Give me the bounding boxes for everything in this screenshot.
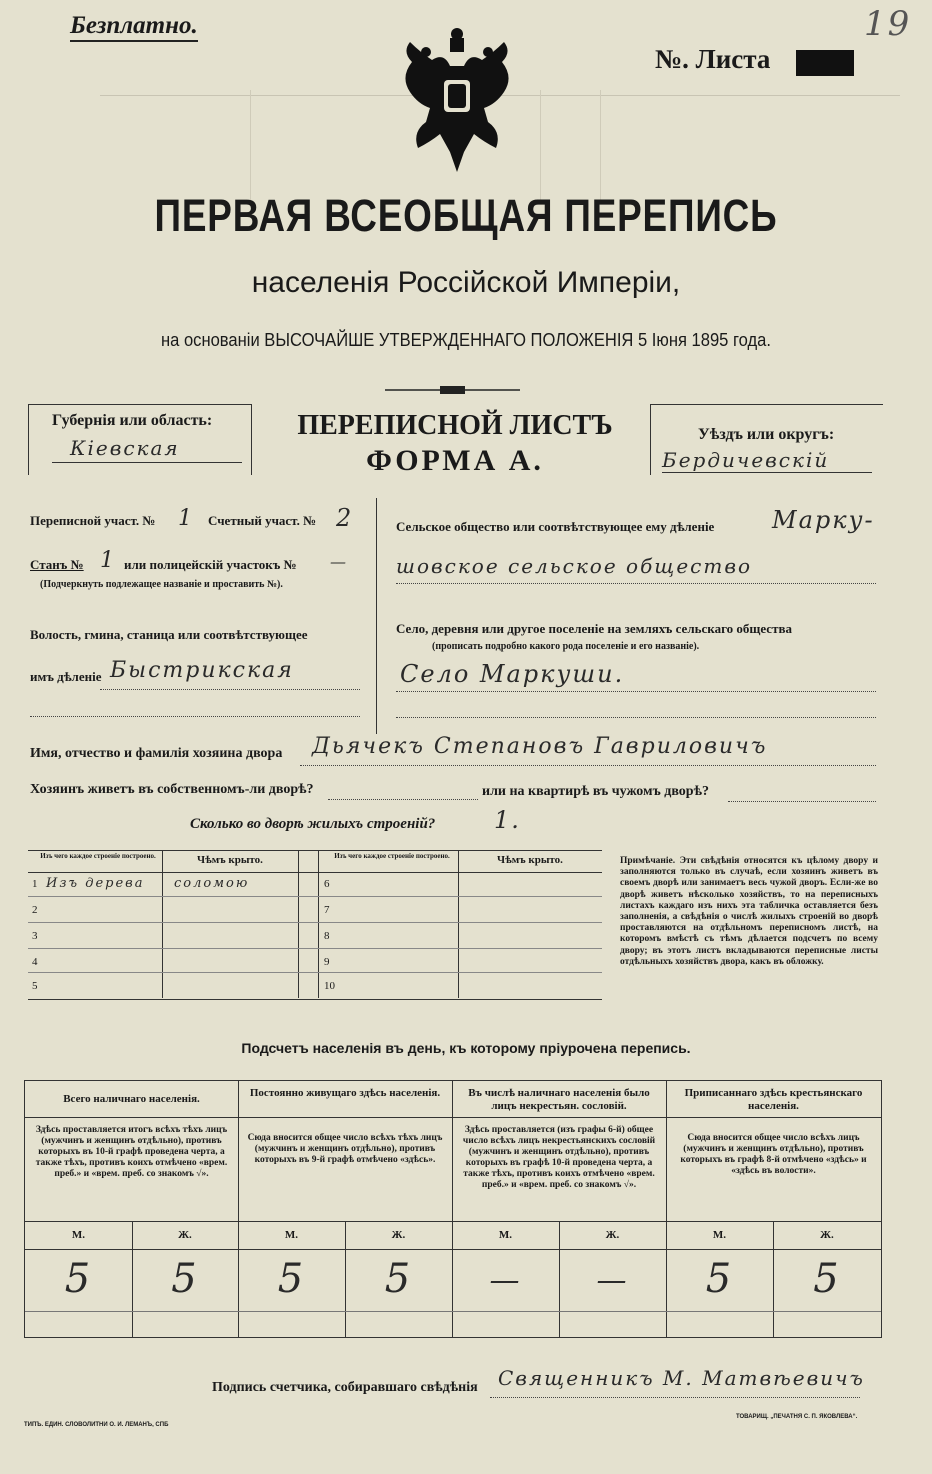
census-section-value[interactable]: 1 <box>178 506 194 531</box>
volost-value[interactable]: Быстрикская <box>110 658 294 683</box>
printer-right: ТОВАРИЩ. „ПЕЧАТНЯ С. П. ЯКОВЛЕВА“. <box>736 1414 858 1420</box>
bleed-divider <box>600 90 601 200</box>
pop-m-label: М. <box>498 1229 513 1241</box>
pop-f-label: Ж. <box>605 1229 620 1241</box>
pop-nonpeasant-m[interactable]: — <box>489 1263 522 1298</box>
note-title: Примѣчаніе. <box>620 856 676 866</box>
pop-desc-permanent: Сюда вносится общее число всѣхъ тѣхъ лицъ (мужчинъ и женщинъ отдѣльно), противъ которыхъ въ 9-й графѣ отмѣчено «здѣсь». <box>247 1133 443 1165</box>
volost-underline-2 <box>30 715 360 717</box>
buildings-count-label: Сколько во дворѣ жилыхъ строеній? <box>190 816 436 832</box>
bleed-divider <box>540 90 541 200</box>
stan-label: Станъ № <box>30 557 84 572</box>
table-row: 7 <box>324 904 330 916</box>
population-title: Подсчетъ населенія въ день, къ которому пріурочена перепись. <box>241 1040 691 1056</box>
owner-name-label: Имя, отчество и фамилія хозяина двора <box>30 746 283 761</box>
uezd-underline <box>662 472 872 473</box>
count-section-value[interactable]: 2 <box>336 504 354 532</box>
volost-label: Волость, гмина, станица или соотвѣтствующее <box>30 627 308 642</box>
free-label: Безплатно. <box>70 12 198 42</box>
settlement-underline-2 <box>396 716 876 718</box>
own-yard-underline <box>328 798 478 800</box>
rented-underline <box>728 800 876 802</box>
census-section-label: Переписной участ. № <box>30 513 156 528</box>
table-row: 9 <box>324 956 330 968</box>
pop-permanent-f[interactable]: 5 <box>384 1256 413 1302</box>
table-row: 2 <box>32 904 38 916</box>
pop-m-label: М. <box>71 1229 86 1241</box>
form-letter: ФОРМА А. <box>366 444 544 477</box>
uezd-value[interactable]: Бердичевскій <box>662 448 830 472</box>
sheet-number-redaction <box>796 50 854 76</box>
owner-name-underline <box>300 764 876 766</box>
table-cell-material[interactable]: Изъ дерева <box>46 876 145 891</box>
gubernia-underline <box>52 462 242 463</box>
signature-label: Подпись счетчика, собиравшаго свѣдѣнія <box>212 1380 478 1395</box>
gubernia-value[interactable]: Кіевская <box>70 436 180 460</box>
legal-basis: на основаніи ВЫСОЧАЙШЕ УТВЕРЖДЕННАГО ПОЛОЖЕНІЯ 5 Іюня 1895 года. <box>161 330 771 350</box>
buildings-col-material: Изъ чего каждое строеніе построено. <box>334 852 450 860</box>
pop-f-label: Ж. <box>391 1229 406 1241</box>
pop-m-label: М. <box>284 1229 299 1241</box>
buildings-count-value[interactable]: 1. <box>494 806 521 834</box>
form-name: ПЕРЕПИСНОЙ ЛИСТЪ <box>297 410 613 441</box>
printer-left: ТИПЪ. ЕДИН. СЛОВОЛИТНИ О. И. ЛЕМАНЪ, СПБ <box>24 1422 169 1428</box>
stan-value[interactable]: 1 <box>100 548 116 573</box>
buildings-table <box>28 850 602 998</box>
pop-f-label: Ж. <box>820 1229 834 1241</box>
ornament-divider <box>385 380 520 390</box>
owner-name-value[interactable]: Дьячекъ Степановъ Гавриловичъ <box>312 734 768 759</box>
stan-note: (Подчеркнуть подлежащее названіе и проставить №). <box>40 579 283 590</box>
buildings-col-roof: Чѣмъ крыто. <box>197 854 263 866</box>
pop-peasant-f[interactable]: 5 <box>813 1256 841 1302</box>
fields-divider <box>376 498 377 734</box>
pop-m-label: М. <box>712 1229 727 1241</box>
settlement-note: (прописать подробно какого рода поселеніе и его названіе). <box>432 641 700 652</box>
settlement-value[interactable]: Село Маркуши. <box>400 660 625 688</box>
signature-value[interactable]: Священникъ М. Матвѣевичъ <box>498 1366 865 1390</box>
pop-heading-permanent: Постоянно живущаго здѣсь населенія. <box>249 1087 441 1099</box>
pop-heading-peasant: Приписаннаго здѣсь крестьянскаго населенія. <box>684 1087 863 1112</box>
settlement-label: Село, деревня или другое поселеніе на земляхъ сельскаго общества <box>396 621 792 636</box>
society-underline <box>396 582 876 584</box>
own-yard-label: Хозяинъ живетъ въ собственномъ-ли дворѣ? <box>30 782 314 797</box>
page-subtitle: населенія Россійской Имперіи, <box>251 266 681 299</box>
table-row: 8 <box>324 930 330 942</box>
table-row: 5 <box>32 980 38 992</box>
table-row: 1 <box>32 878 38 890</box>
police-label: или полицейскій участокъ № <box>124 557 297 572</box>
count-section-label: Счетный участ. № <box>208 513 317 528</box>
population-table <box>24 1080 882 1338</box>
police-value[interactable]: — <box>330 552 348 571</box>
settlement-underline <box>396 690 876 692</box>
table-row: 10 <box>324 980 335 992</box>
table-row: 3 <box>32 930 38 942</box>
double-headed-eagle-icon <box>392 22 522 182</box>
note-block <box>620 856 878 968</box>
pop-permanent-m[interactable]: 5 <box>277 1256 306 1302</box>
volost-underline <box>100 688 360 690</box>
pop-desc-total: Здѣсь проставляется итогъ всѣхъ тѣхъ лицъ (мужчинъ и женщинъ отдѣльно), противъ которыхъ въ 10-й графѣ проведена черта, а также тѣхъ, противъ коихъ отмѣчено «врем. преб.» и «врем. преб. со знакомъ √». <box>35 1125 228 1179</box>
buildings-col-roof: Чѣмъ крыто. <box>497 854 563 866</box>
pop-desc-peasant: Сюда вносится общее число всѣхъ лицъ (мужчинъ и женщинъ отдѣльно), противъ которыхъ въ графѣ 8-й отмѣчено «здѣсь» и «здѣсь въ волости». <box>680 1133 867 1176</box>
signature-underline <box>490 1396 860 1398</box>
note-text: Эти свѣдѣнія относятся къ цѣлому двору и заполняются только въ случаѣ, если хозяинъ живетъ въ своемъ дворѣ или занимаетъ весь чужой дворъ. Если-же во дворѣ живетъ нѣсколько хозяйствъ, то на переписныхъ листахъ каждаго изъ нихъ эта табличка оставляется безъ заполненія, а свѣдѣнія о числѣ жилыхъ строеній во дворѣ проставляются на отдѣльномъ переписномъ листѣ, на которомъ вмѣстѣ съ тѣмъ дѣлается подсчетъ по всему двору; въ этотъ листъ вкладываются переписные листы отдѣльныхъ хозяйствъ двора, какъ въ обложку. <box>620 856 878 967</box>
society-value-1[interactable]: Марку- <box>772 506 875 534</box>
society-label: Сельское общество или соотвѣтствующее ему дѣленіе <box>396 519 715 534</box>
pop-heading-total: Всего наличнаго населенія. <box>63 1093 200 1105</box>
bleed-divider <box>250 90 251 200</box>
gubernia-label: Губернія или область: <box>52 412 213 429</box>
page-title: ПЕРВАЯ ВСЕОБЩАЯ ПЕРЕПИСЬ <box>154 190 778 241</box>
pop-desc-nonpeasant: Здѣсь проставляется (изъ графы 6-й) общее число всѣхъ лицъ некрестьянскихъ сословій (мужчинъ и женщинъ отдѣльно), противъ которыхъ въ графѣ 10-й проведена черта, а также тѣхъ, противъ коихъ отмѣчено «врем. преб.» и «врем. преб. со знакомъ √». <box>462 1125 656 1190</box>
pop-peasant-m[interactable]: 5 <box>705 1256 734 1302</box>
buildings-col-material: Изъ чего каждое строеніе построено. <box>40 852 156 860</box>
sheet-number-label: №. Листа <box>655 44 771 74</box>
table-row: 4 <box>32 956 38 968</box>
table-row: 6 <box>324 878 330 890</box>
pop-nonpeasant-f[interactable]: — <box>596 1263 629 1298</box>
society-value-2[interactable]: шовское сельское общество <box>396 554 752 578</box>
pop-f-label: Ж. <box>178 1229 192 1241</box>
table-cell-roof[interactable]: соломою <box>174 876 250 891</box>
uezd-label: Уѣздъ или округъ: <box>698 426 835 443</box>
pop-total-m[interactable]: 5 <box>64 1256 93 1302</box>
volost-label-cont: имъ дѣленіе <box>30 669 102 684</box>
pop-heading-nonpeasant: Въ числѣ наличнаго населенія было лицъ некрестьян. сословій. <box>468 1087 650 1112</box>
rented-label: или на квартирѣ въ чужомъ дворѣ? <box>482 784 709 799</box>
page-number-hand: 19 <box>864 4 912 44</box>
pop-total-f[interactable]: 5 <box>171 1256 199 1302</box>
